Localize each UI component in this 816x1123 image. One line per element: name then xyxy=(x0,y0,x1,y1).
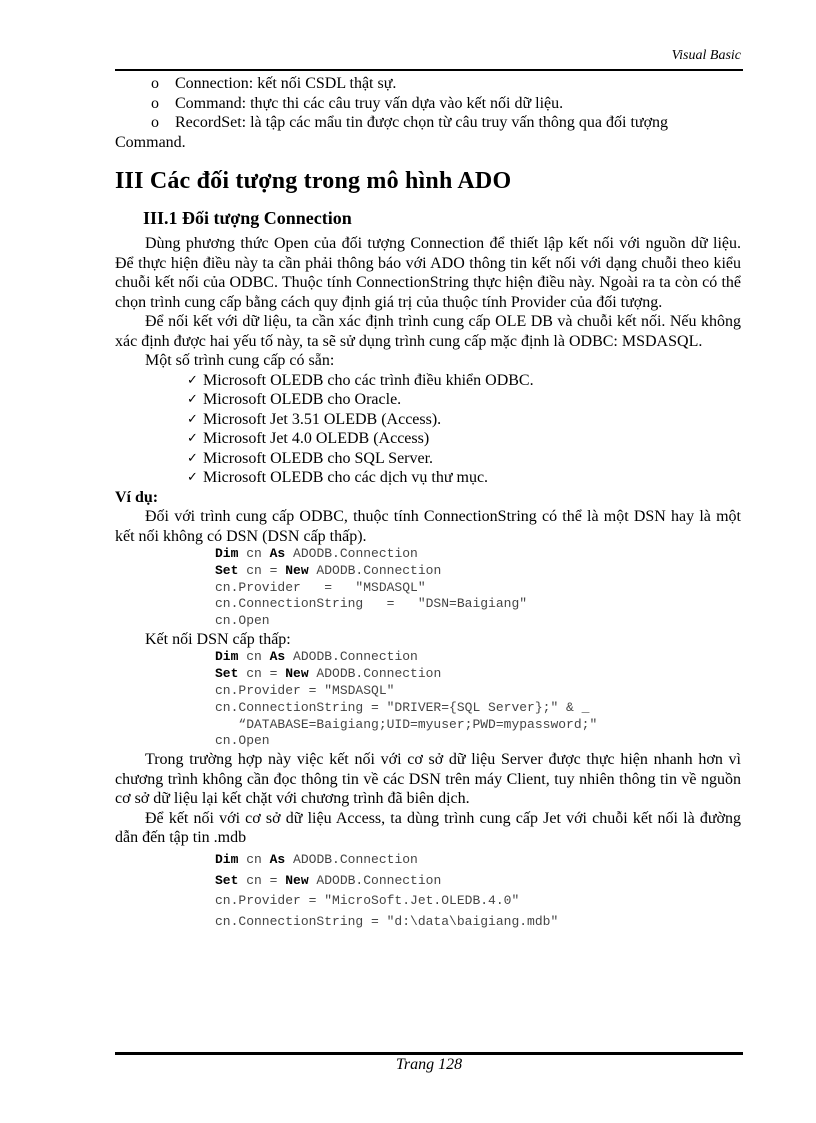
bullet-text: RecordSet: là tập các mẩu tin được chọn từ câu truy vấn thông qua đối tượng xyxy=(175,114,669,131)
code-line: cn.ConnectionString = "d:\data\baigiang.mdb" xyxy=(215,914,559,930)
paragraph: Trong trường hợp này việc kết nối với cơ sở dữ liệu Server được thực hiện nhanh hơn vì chương trình không cần đọc thông tin về các DSN trên máy Client, tuy nhiên thông tin về nguồn cơ sở dữ liệu lại kết chặt với chương trình đã biên dịch. xyxy=(115,751,741,808)
code-line: Dim cn As ADODB.Connection xyxy=(215,546,418,561)
list-item: ✓ Microsoft OLEDB cho các dịch vụ thư mục. xyxy=(187,469,489,486)
page-number: Trang 128 xyxy=(395,1056,463,1073)
code-line: Dim cn As ADODB.Connection xyxy=(215,851,418,867)
checkmark-icon: ✓ xyxy=(187,470,198,485)
code-block-dsnless xyxy=(215,649,741,750)
paragraph: Đối với trình cung cấp ODBC, thuộc tính ConnectionString có thể là một DSN hay là một kết nối không có DSN (DSN cấp thấp). xyxy=(115,508,741,545)
code-line: cn.ConnectionString = "DSN=Baigiang" xyxy=(215,596,528,612)
checkmark-icon: ✓ xyxy=(187,372,198,388)
code-line: cn.Provider = "MicroSoft.Jet.OLEDB.4.0" xyxy=(215,893,520,909)
subsection-title: III.1 Đối tượng Connection xyxy=(143,208,352,228)
code-line: Dim cn As ADODB.Connection xyxy=(215,649,418,665)
paragraph: Kết nối DSN cấp thấp: xyxy=(145,630,291,648)
provider-list xyxy=(115,371,741,488)
list-item: ✓ Microsoft OLEDB cho các trình điều khiển ODBC. xyxy=(187,371,534,389)
bullet-text: Connection: kết nối CSDL thật sự. xyxy=(175,75,397,92)
code-line: “DATABASE=Baigiang;UID=myuser;PWD=mypassword;" xyxy=(215,716,598,732)
checkmark-icon: ✓ xyxy=(187,392,198,407)
code-line: Set cn = New ADODB.Connection xyxy=(215,562,442,578)
bullet-marker: o xyxy=(151,94,159,112)
code-line: cn.ConnectionString = "DRIVER={SQL Server};" & _ xyxy=(215,699,590,715)
code-line: cn.Provider = "MSDASQL" xyxy=(215,683,395,699)
paragraph: Dùng phương thức Open của đối tượng Connection để thiết lập kết nối với nguồn dữ liệu. Để thực hiện điều này ta cần phải thông báo với ADO thông tin kết nối với dạng chuỗi theo kiểu chuỗi kết nối của ODBC. Thuộc tính ConnectionString thực hiện điều này. Ngoài ra ta còn có thể chọn trình cung cấp bằng cách quy định giá trị của thuộc tính Provider của đối tượng. xyxy=(115,235,741,311)
paragraph: Để kết nối với cơ sở dữ liệu Access, ta dùng trình cung cấp Jet với chuỗi kết nối là đường dẫn đến tập tin .mdb xyxy=(115,809,741,847)
bullet-text: Command: thực thi các câu truy vấn dựa vào kết nối dữ liệu. xyxy=(175,94,564,112)
paragraph: Một số trình cung cấp có sẵn: xyxy=(145,352,335,369)
header-rule xyxy=(115,69,743,71)
checkmark-icon: ✓ xyxy=(187,411,198,427)
list-item: ✓ Microsoft OLEDB cho Oracle. xyxy=(187,391,402,408)
header-title: Visual Basic xyxy=(671,48,741,63)
list-item: ✓ Microsoft Jet 4.0 OLEDB (Access) xyxy=(187,430,430,447)
intro-bullets xyxy=(115,74,741,152)
code-block-access xyxy=(215,850,741,933)
example-label: Ví dụ: xyxy=(115,488,159,506)
bullet-marker: o xyxy=(151,114,159,131)
checkmark-icon: ✓ xyxy=(187,450,198,466)
section-title: III Các đối tượng trong mô hình ADO xyxy=(115,168,512,194)
paragraph: Để nối kết với dữ liệu, ta cần xác định trình cung cấp OLE DB và chuỗi kết nối. Nếu không xác định được hai yếu tố này, ta sẽ sử dụng trình cung cấp mặc định là ODBC: MSDASQL. xyxy=(115,313,741,350)
code-line: Set cn = New ADODB.Connection xyxy=(215,872,442,888)
footer-rule xyxy=(115,1052,743,1055)
intro-bullet xyxy=(115,74,741,94)
intro-bullet xyxy=(115,94,741,114)
page-header xyxy=(115,48,743,68)
intro-bullet xyxy=(115,113,741,133)
bullet-marker: o xyxy=(151,75,159,92)
list-item: ✓ Microsoft OLEDB cho SQL Server. xyxy=(187,449,434,467)
intro-bullet-continuation: Command. xyxy=(115,133,186,151)
checkmark-icon: ✓ xyxy=(187,431,198,446)
page-content xyxy=(115,74,741,933)
list-item: ✓ Microsoft Jet 3.51 OLEDB (Access). xyxy=(187,410,442,428)
code-block-dsn xyxy=(215,546,741,630)
code-line: cn.Open xyxy=(215,733,270,749)
code-line: Set cn = New ADODB.Connection xyxy=(215,666,442,682)
code-line: cn.Provider = "MSDASQL" xyxy=(215,579,426,595)
code-line: cn.Open xyxy=(215,613,270,629)
